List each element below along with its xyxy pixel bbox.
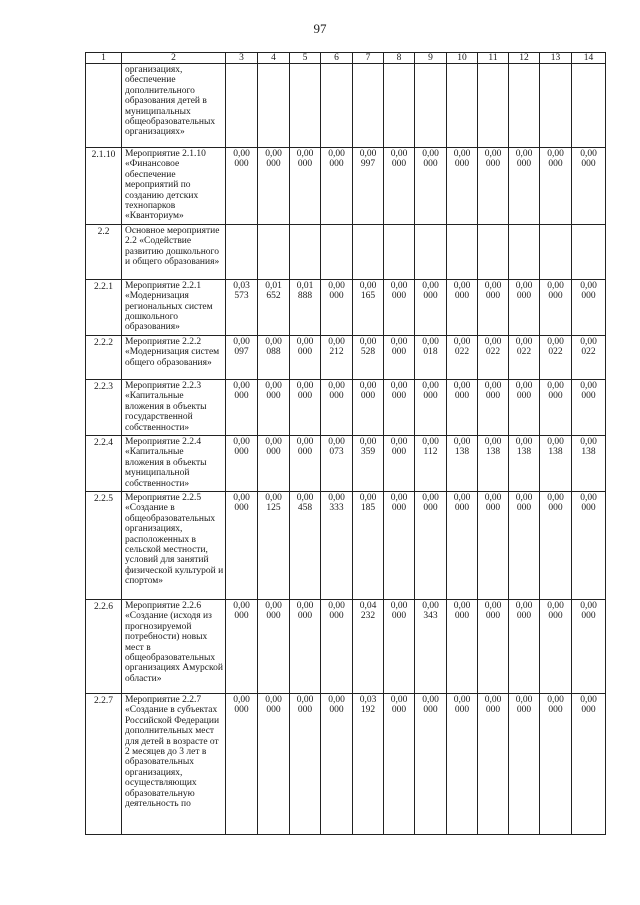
- value-cell: 0,00 000: [384, 599, 415, 693]
- table-row: [86, 224, 606, 279]
- value-cell: 0,00 000: [258, 599, 290, 693]
- value-cell: 0,00 000: [321, 148, 353, 225]
- column-number: 5: [290, 53, 321, 64]
- table-row: [86, 64, 606, 148]
- value-cell: 0,00 000: [540, 279, 572, 335]
- row-code: [86, 64, 122, 148]
- value-cell: 0,00 000: [321, 379, 353, 435]
- value-cell: 0,00 000: [290, 335, 321, 379]
- value-cell: [290, 64, 321, 148]
- row-activity-name: Мероприятие 2.2.4 «Капитальные вложения в объекты муниципальной собственности»: [122, 435, 226, 491]
- value-cell: 0,00 000: [384, 693, 415, 834]
- row-activity-name: Мероприятие 2.2.2 «Модернизация систем общего образования»: [122, 335, 226, 379]
- row-code: 2.2: [86, 224, 122, 279]
- value-cell: 0,00 000: [415, 491, 447, 599]
- value-cell: 0,00 000: [258, 148, 290, 225]
- value-cell: 0,00 333: [321, 491, 353, 599]
- column-number: 7: [353, 53, 384, 64]
- value-cell: 0,00 000: [353, 379, 384, 435]
- value-cell: 0,00 000: [384, 491, 415, 599]
- value-cell: [572, 64, 606, 148]
- value-cell: 0,00 000: [226, 599, 258, 693]
- column-number: 10: [447, 53, 478, 64]
- value-cell: 0,00 000: [478, 599, 509, 693]
- page-number: 97: [313, 21, 327, 36]
- value-cell: 0,00 022: [572, 335, 606, 379]
- value-cell: 0,00 000: [384, 279, 415, 335]
- value-cell: 0,04 232: [353, 599, 384, 693]
- value-cell: [353, 224, 384, 279]
- value-cell: 0,01 652: [258, 279, 290, 335]
- column-number: 4: [258, 53, 290, 64]
- value-cell: 0,00 165: [353, 279, 384, 335]
- value-cell: 0,00 000: [540, 693, 572, 834]
- value-cell: 0,00 018: [415, 335, 447, 379]
- column-number: 13: [540, 53, 572, 64]
- value-cell: 0,03 573: [226, 279, 258, 335]
- value-cell: 0,00 000: [478, 279, 509, 335]
- value-cell: 0,00 000: [478, 491, 509, 599]
- value-cell: 0,00 000: [226, 379, 258, 435]
- value-cell: 0,00 000: [509, 491, 540, 599]
- row-code: 2.2.1: [86, 279, 122, 335]
- value-cell: 0,00 000: [290, 693, 321, 834]
- value-cell: 0,00 000: [540, 148, 572, 225]
- value-cell: [478, 64, 509, 148]
- value-cell: 0,00 000: [415, 379, 447, 435]
- value-cell: [415, 224, 447, 279]
- value-cell: 0,00 000: [540, 491, 572, 599]
- value-cell: 0,00 000: [258, 435, 290, 491]
- value-cell: 0,00 022: [540, 335, 572, 379]
- column-number: 6: [321, 53, 353, 64]
- value-cell: [353, 64, 384, 148]
- value-cell: 0,00 000: [447, 148, 478, 225]
- value-cell: 0,00 138: [447, 435, 478, 491]
- value-cell: 0,00 000: [258, 693, 290, 834]
- value-cell: 0,00 000: [509, 148, 540, 225]
- column-number: 2: [122, 53, 226, 64]
- value-cell: 0,00 997: [353, 148, 384, 225]
- value-cell: 0,00 000: [572, 693, 606, 834]
- value-cell: 0,00 000: [509, 693, 540, 834]
- table-row: [86, 335, 606, 379]
- value-cell: 0,00 097: [226, 335, 258, 379]
- value-cell: [384, 64, 415, 148]
- row-activity-name: Мероприятие 2.2.7 «Создание в субъектах Российской Федерации дополнительных мест для детей в возрасте от 2 месяцев до 3 лет в образовательных организациях, осуществляющих образовательную деятельность по: [122, 693, 226, 834]
- value-cell: [290, 224, 321, 279]
- row-activity-name: Основное мероприятие 2.2 «Содействие развитию дошкольного и общего образования»: [122, 224, 226, 279]
- table-row: [86, 379, 606, 435]
- value-cell: 0,00 138: [540, 435, 572, 491]
- value-cell: 0,00 000: [258, 379, 290, 435]
- value-cell: 0,00 212: [321, 335, 353, 379]
- value-cell: 0,00 000: [447, 491, 478, 599]
- value-cell: 0,01 888: [290, 279, 321, 335]
- value-cell: 0,00 000: [226, 148, 258, 225]
- value-cell: 0,03 192: [353, 693, 384, 834]
- value-cell: 0,00 000: [290, 148, 321, 225]
- value-cell: [540, 64, 572, 148]
- table-row: [86, 693, 606, 834]
- value-cell: [258, 64, 290, 148]
- value-cell: [415, 64, 447, 148]
- value-cell: 0,00 000: [447, 599, 478, 693]
- column-number: 8: [384, 53, 415, 64]
- column-number-row: [86, 53, 606, 64]
- value-cell: 0,00 000: [447, 279, 478, 335]
- value-cell: 0,00 000: [572, 491, 606, 599]
- column-number: 14: [572, 53, 606, 64]
- value-cell: 0,00 000: [572, 599, 606, 693]
- value-cell: 0,00 125: [258, 491, 290, 599]
- value-cell: 0,00 022: [447, 335, 478, 379]
- value-cell: 0,00 000: [321, 279, 353, 335]
- value-cell: 0,00 000: [572, 379, 606, 435]
- value-cell: [321, 224, 353, 279]
- value-cell: 0,00 000: [290, 379, 321, 435]
- value-cell: 0,00 000: [415, 279, 447, 335]
- value-cell: 0,00 112: [415, 435, 447, 491]
- value-cell: [572, 224, 606, 279]
- value-cell: 0,00 000: [572, 148, 606, 225]
- value-cell: 0,00 000: [509, 599, 540, 693]
- value-cell: [321, 64, 353, 148]
- value-cell: 0,00 022: [509, 335, 540, 379]
- value-cell: 0,00 000: [384, 435, 415, 491]
- value-cell: 0,00 000: [384, 148, 415, 225]
- value-cell: [384, 224, 415, 279]
- value-cell: [447, 64, 478, 148]
- row-code: 2.1.10: [86, 148, 122, 225]
- value-cell: 0,00 000: [509, 379, 540, 435]
- column-number: 9: [415, 53, 447, 64]
- indicators-table: [85, 52, 606, 835]
- row-activity-name: Мероприятие 2.2.1 «Модернизация региональных систем дошкольного образования»: [122, 279, 226, 335]
- value-cell: 0,00 088: [258, 335, 290, 379]
- row-code: 2.2.4: [86, 435, 122, 491]
- value-cell: 0,00 000: [572, 279, 606, 335]
- value-cell: [258, 224, 290, 279]
- value-cell: 0,00 343: [415, 599, 447, 693]
- value-cell: 0,00 000: [447, 379, 478, 435]
- column-number: 3: [226, 53, 258, 64]
- value-cell: 0,00 138: [509, 435, 540, 491]
- table-row: [86, 599, 606, 693]
- column-number: 11: [478, 53, 509, 64]
- value-cell: 0,00 000: [478, 148, 509, 225]
- row-code: 2.2.2: [86, 335, 122, 379]
- value-cell: 0,00 359: [353, 435, 384, 491]
- row-code: 2.2.6: [86, 599, 122, 693]
- value-cell: [447, 224, 478, 279]
- value-cell: [226, 64, 258, 148]
- value-cell: 0,00 138: [572, 435, 606, 491]
- value-cell: 0,00 000: [415, 693, 447, 834]
- value-cell: 0,00 000: [226, 435, 258, 491]
- value-cell: 0,00 458: [290, 491, 321, 599]
- value-cell: [509, 64, 540, 148]
- row-activity-name: Мероприятие 2.1.10 «Финансовое обеспечение мероприятий по созданию детских технопарков «Кванториум»: [122, 148, 226, 225]
- column-number: 12: [509, 53, 540, 64]
- table-row: [86, 148, 606, 225]
- value-cell: 0,00 138: [478, 435, 509, 491]
- row-activity-name: Мероприятие 2.2.5 «Создание в общеобразовательных организациях, расположенных в сельской местности, условий для занятий физической культурой и спортом»: [122, 491, 226, 599]
- table-row: [86, 491, 606, 599]
- value-cell: 0,00 000: [321, 693, 353, 834]
- value-cell: 0,00 000: [478, 693, 509, 834]
- value-cell: [478, 224, 509, 279]
- row-activity-name: Мероприятие 2.2.3 «Капитальные вложения в объекты государственной собственности»: [122, 379, 226, 435]
- table-row: [86, 279, 606, 335]
- value-cell: 0,00 000: [226, 491, 258, 599]
- value-cell: 0,00 528: [353, 335, 384, 379]
- value-cell: 0,00 185: [353, 491, 384, 599]
- row-code: 2.2.7: [86, 693, 122, 834]
- value-cell: 0,00 000: [290, 435, 321, 491]
- value-cell: 0,00 000: [321, 599, 353, 693]
- column-number: 1: [86, 53, 122, 64]
- value-cell: [540, 224, 572, 279]
- value-cell: 0,00 073: [321, 435, 353, 491]
- row-activity-name: Мероприятие 2.2.6 «Создание (исходя из прогнозируемой потребности) новых мест в общеобразовательных организациях Амурской области»: [122, 599, 226, 693]
- row-activity-name: организациях, обеспечение дополнительного образования детей в муниципальных общеобразовательных организациях»: [122, 64, 226, 148]
- value-cell: [226, 224, 258, 279]
- value-cell: 0,00 000: [384, 335, 415, 379]
- row-code: 2.2.5: [86, 491, 122, 599]
- value-cell: 0,00 000: [415, 148, 447, 225]
- value-cell: 0,00 022: [478, 335, 509, 379]
- value-cell: 0,00 000: [447, 693, 478, 834]
- value-cell: [509, 224, 540, 279]
- table-row: [86, 435, 606, 491]
- value-cell: 0,00 000: [540, 599, 572, 693]
- value-cell: 0,00 000: [478, 379, 509, 435]
- value-cell: 0,00 000: [384, 379, 415, 435]
- value-cell: 0,00 000: [509, 279, 540, 335]
- row-code: 2.2.3: [86, 379, 122, 435]
- value-cell: 0,00 000: [226, 693, 258, 834]
- value-cell: 0,00 000: [290, 599, 321, 693]
- value-cell: 0,00 000: [540, 379, 572, 435]
